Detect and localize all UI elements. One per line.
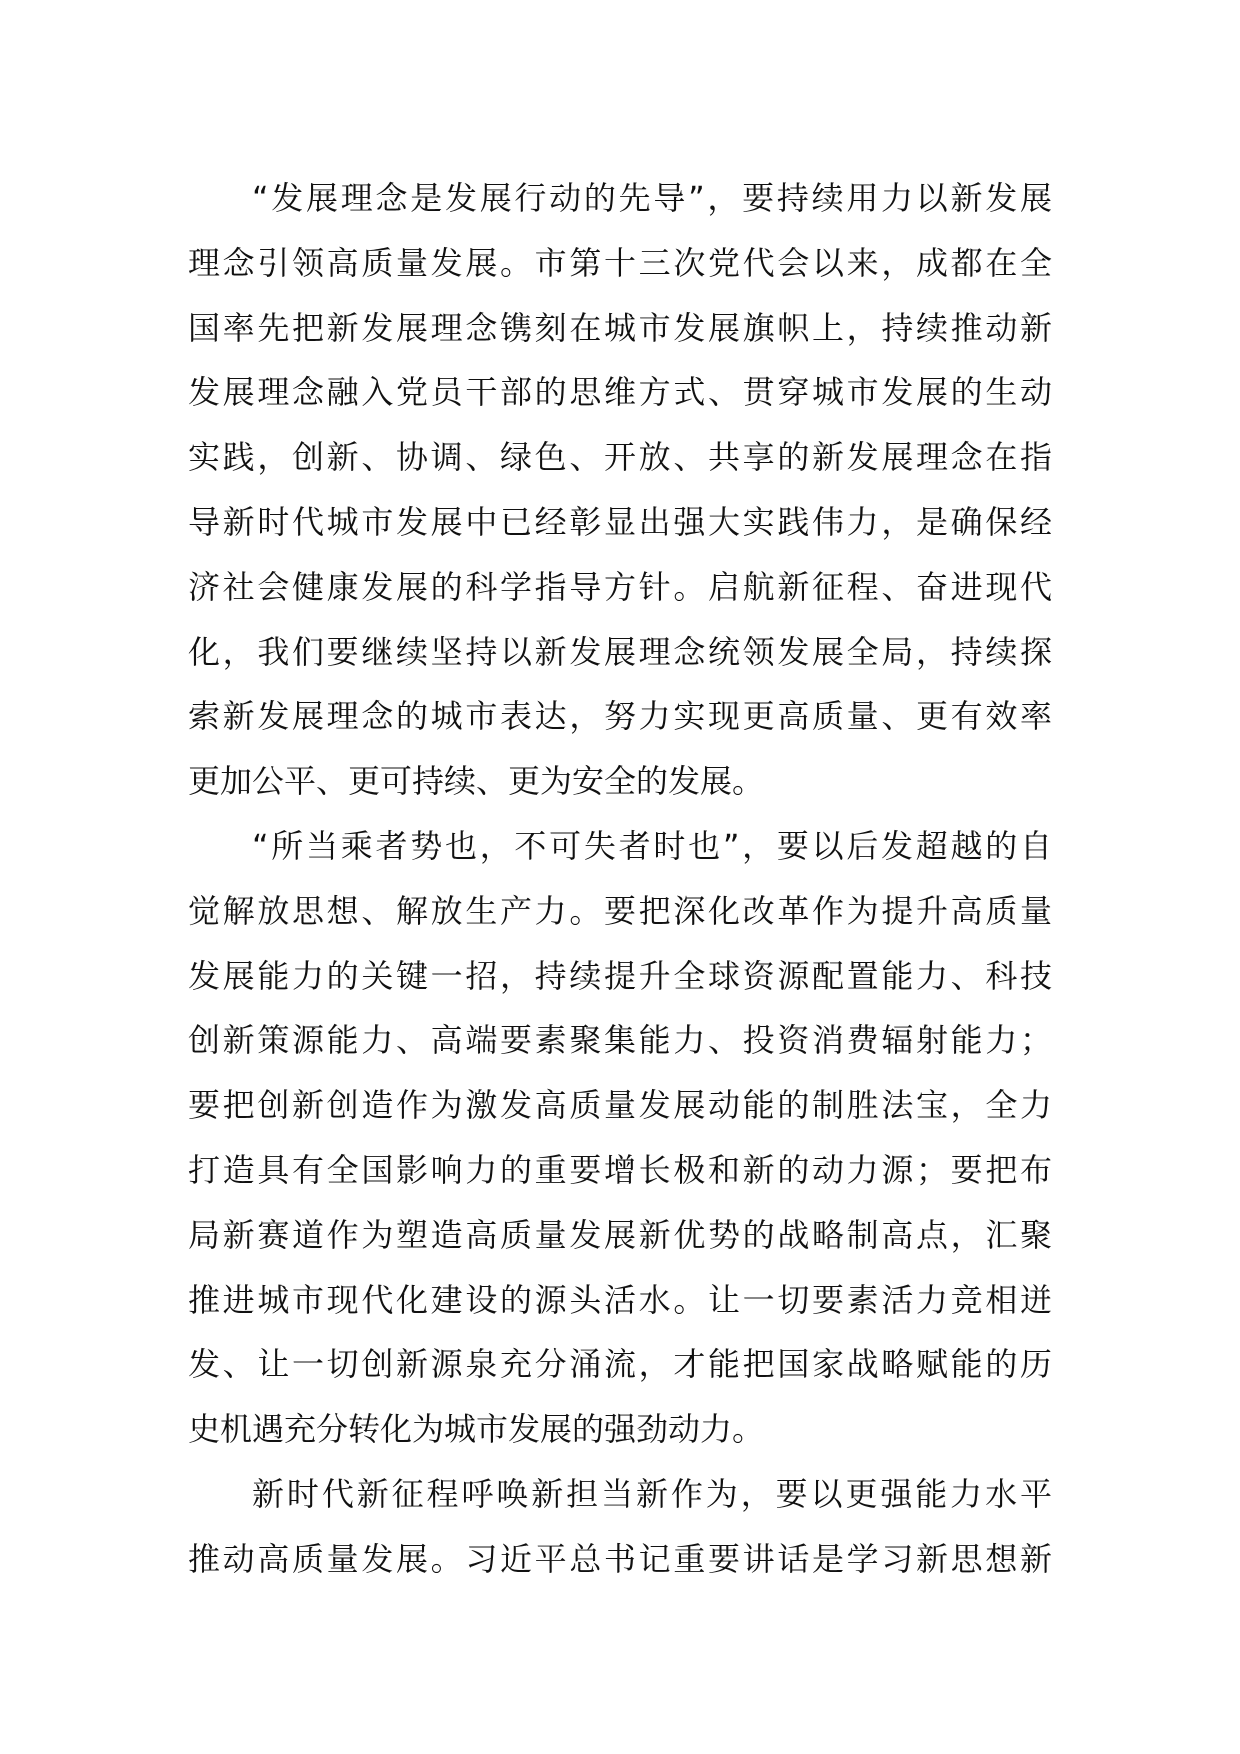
paragraph-2	[188, 814, 1052, 1462]
text-line: 新时代新征程呼唤新担当新作为，要以更强能力水平	[252, 1474, 1052, 1513]
text-line: 觉解放思想、解放生产力。要把深化改革作为提升高质量	[188, 891, 1052, 930]
text-line: 局新赛道作为塑造高质量发展新优势的战略制高点，汇聚	[188, 1215, 1052, 1254]
text-line: 导新时代城市发展中已经彰显出强大实践伟力，是确保经	[188, 502, 1052, 541]
text-line: “所当乘者势也，不可失者时也”，要以后发超越的自	[252, 826, 1052, 865]
text-line: 实践，创新、协调、绿色、开放、共享的新发展理念在指	[188, 438, 1052, 477]
text-line: 化，我们要继续坚持以新发展理念统领发展全局，持续探	[188, 632, 1052, 671]
text-line: 更加公平、更可持续、更为安全的发展。	[188, 762, 765, 801]
text-line: 史机遇充分转化为城市发展的强劲动力。	[188, 1410, 765, 1449]
text-line: 国率先把新发展理念镌刻在城市发展旗帜上，持续推动新	[188, 308, 1052, 347]
document-body	[188, 166, 1052, 1592]
text-line: 要把创新创造作为激发高质量发展动能的制胜法宝，全力	[188, 1086, 1052, 1125]
text-line: 发、让一切创新源泉充分涌流，才能把国家战略赋能的历	[188, 1345, 1052, 1384]
text-line: 济社会健康发展的科学指导方针。启航新征程、奋进现代	[188, 567, 1052, 606]
text-line: 理念引领高质量发展。市第十三次党代会以来，成都在全	[188, 243, 1052, 282]
text-line: 推动高质量发展。习近平总书记重要讲话是学习新思想新	[188, 1539, 1052, 1578]
paragraph-3	[188, 1462, 1052, 1592]
text-line: 创新策源能力、高端要素聚集能力、投资消费辐射能力；	[188, 1021, 1052, 1060]
text-line: 发展理念融入党员干部的思维方式、贯穿城市发展的生动	[188, 373, 1052, 412]
text-line: 打造具有全国影响力的重要增长极和新的动力源；要把布	[188, 1150, 1052, 1189]
text-line: 推进城市现代化建设的源头活水。让一切要素活力竞相迸	[188, 1280, 1052, 1319]
text-line: 发展能力的关键一招，持续提升全球资源配置能力、科技	[188, 956, 1052, 995]
paragraph-1	[188, 166, 1052, 814]
text-line: 索新发展理念的城市表达，努力实现更高质量、更有效率	[188, 697, 1052, 736]
text-line: “发展理念是发展行动的先导”，要持续用力以新发展	[252, 179, 1052, 217]
